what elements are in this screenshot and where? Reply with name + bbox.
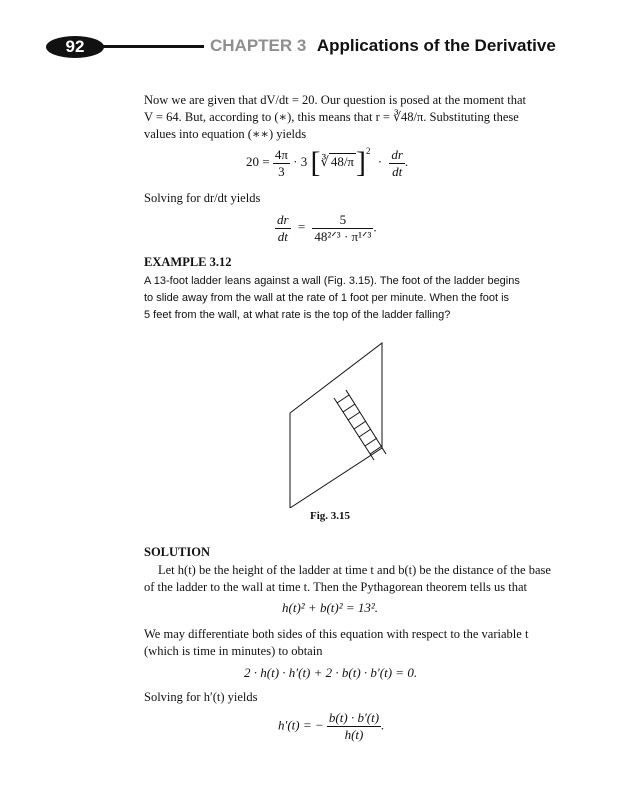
- equation-substitution: 20 = $\frac{4\pi}{3}$ · 3 [∛ 48/π]$^2$ · $\frac{dr}{dt}$ .: [246, 146, 409, 180]
- page-header: [0, 0, 620, 80]
- eq2-rhs-den: 48²ᐟ³ · π¹ᐟ³: [314, 229, 372, 244]
- example-line: A 13-foot ladder leans against a wall (Fig. 3.15). The foot of the ladder begins: [144, 275, 520, 287]
- eq1-frac-num: 4π: [274, 146, 288, 162]
- ladder-rungs: [337, 395, 382, 454]
- equation-dr-dt: $\frac{dr}{dt}$ = $\frac{5}{\text{48²ᐟ³ · π¹ᐟ³}}$ .: [277, 212, 377, 244]
- eq5-num: b(t) · b′(t): [328, 710, 380, 725]
- ladder-rung: [365, 438, 377, 446]
- chapter-title: Applications of the Derivative: [316, 36, 556, 55]
- ladder-rung: [348, 412, 360, 420]
- example-line: to slide away from the wall at the rate of 1 foot per minute. When the foot is: [144, 292, 510, 304]
- eq2-lhs: [275, 212, 291, 245]
- eq1-lhs: 20 =: [246, 154, 270, 169]
- pythagorean-equation: h(t)² + b(t)² = 13².: [282, 600, 379, 615]
- differentiated-equation: 2 · h(t) · h′(t) + 2 · b(t) · b′(t) = 0.: [244, 665, 418, 680]
- eq1-dr-dt: [389, 147, 405, 180]
- eq5-lhs: h′(t) = −: [278, 717, 324, 733]
- eq1-frac-den: 3: [278, 163, 285, 179]
- solution-title: SOLUTION: [144, 545, 210, 559]
- solution-line: We may differentiate both sides of this equation with respect to the variable t: [144, 627, 529, 641]
- chapter-heading: [210, 36, 556, 56]
- example-line: 5 feet from the wall, at what rate is the top of the ladder falling?: [144, 309, 451, 321]
- eq1-fraction: [273, 147, 290, 180]
- figure-caption: Fig. 3.15: [310, 510, 351, 522]
- eq1-exponent: 2: [366, 146, 371, 156]
- right-bracket: ]: [356, 146, 366, 180]
- intro-line: values into equation (∗∗) yields: [144, 127, 307, 141]
- solving-dr-line: Solving for dr/dt yields: [144, 191, 261, 205]
- page-number: 92: [46, 36, 104, 58]
- left-bracket: [: [310, 146, 321, 180]
- intro-line: Now we are given that dV/dt = 20. Our question is posed at the moment that: [144, 93, 526, 107]
- solution-line: Solving for h′(t) yields: [144, 690, 258, 704]
- header-rule: [96, 45, 204, 48]
- ladder-rung: [354, 421, 366, 429]
- solution-line: Let h(t) be the height of the ladder at time t and b(t) be the distance of the base: [158, 563, 551, 577]
- eq1-middle: · 3: [293, 154, 308, 169]
- cube-root-sign: ∛: [320, 154, 329, 169]
- eq5-end: .: [381, 717, 385, 733]
- eq2-lhs-num: dr: [277, 212, 289, 227]
- eq1-dot: ·: [377, 154, 383, 169]
- intro-paragraph: [144, 92, 560, 143]
- ladder-rail-right: [346, 390, 386, 454]
- chapter-label: CHAPTER 3: [210, 36, 307, 55]
- eq5-fraction: [327, 710, 381, 743]
- intro-line: V = 64. But, according to (∗), this means that r = ∛48/π. Substituting these: [144, 110, 519, 124]
- ladder-rung: [359, 429, 371, 437]
- eq1-radicand: 48/π: [330, 154, 354, 169]
- solution-line: (which is time in minutes) to obtain: [144, 644, 323, 658]
- eq5-den: h(t): [344, 727, 364, 742]
- eq2-equals: =: [297, 219, 306, 235]
- eq1-dr: dr: [391, 146, 403, 162]
- ladder-rung: [337, 395, 349, 403]
- ladder-rung: [370, 446, 382, 454]
- eq2-lhs-den: dt: [277, 229, 288, 244]
- h-prime-equation: [278, 710, 384, 743]
- solution-line: of the ladder to the wall at time t. Then the Pythagorean theorem tells us that: [144, 580, 527, 594]
- eq1-dt: dt: [392, 163, 403, 179]
- example-body: [144, 273, 564, 324]
- eq2-rhs: [312, 212, 373, 245]
- ladder-wall-figure: [280, 338, 400, 508]
- example-title: EXAMPLE 3.12: [144, 255, 232, 269]
- ladder-rung: [343, 404, 355, 412]
- eq2-rhs-num: 5: [312, 212, 373, 229]
